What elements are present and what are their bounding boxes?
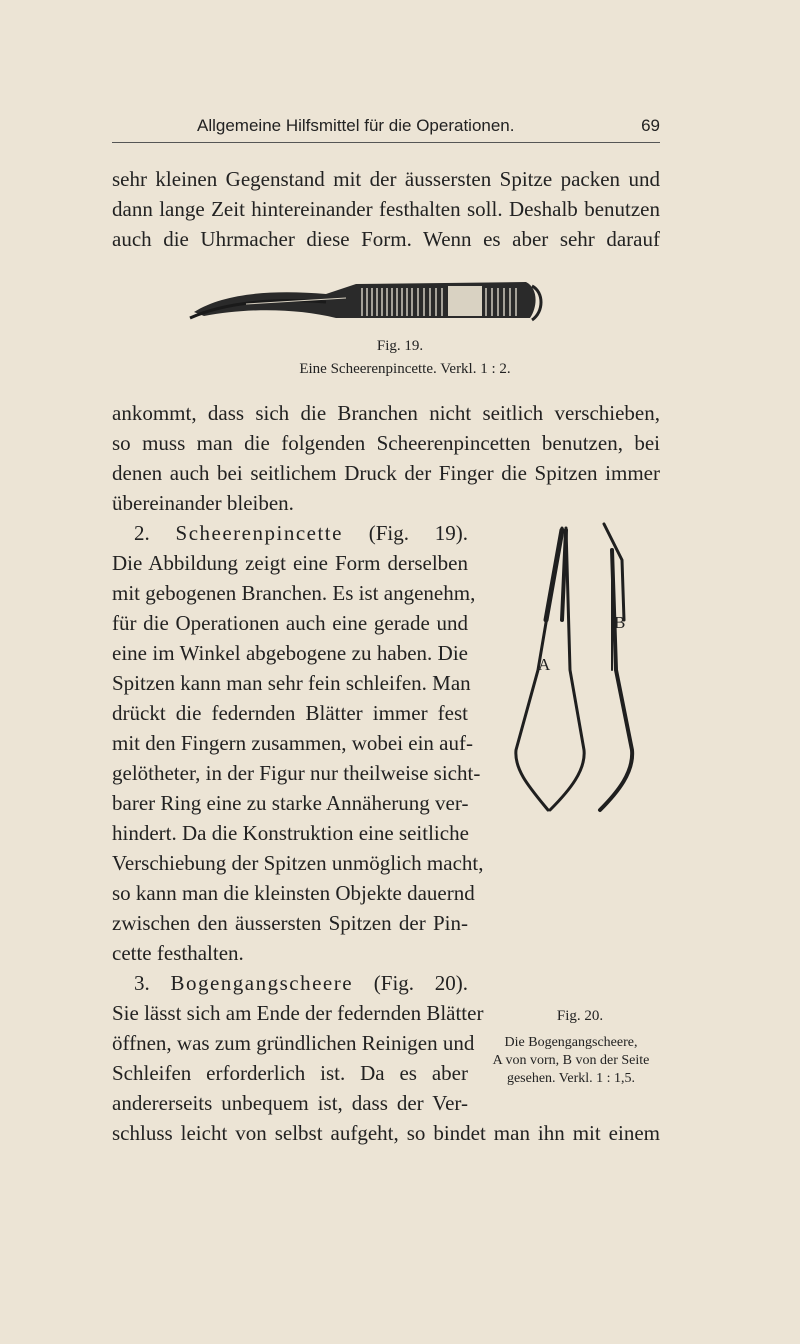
fig19-caption: Eine Scheerenpincette. Verkl. 1 : 2. — [299, 361, 511, 377]
text-line: barer Ring eine zu starke Annäherung ver- — [112, 791, 469, 815]
text-line: öffnen, was zum gründlichen Reinigen und — [112, 1031, 475, 1055]
fig20-caption-line: Die Bogengangscheere, — [504, 1035, 638, 1050]
text-line: auch die Uhrmacher diese Form. Wenn es aber sehr darauf — [112, 227, 660, 251]
text-line: andererseits unbequem ist, dass der Ver- — [112, 1091, 468, 1115]
fig20-label-a: A — [538, 655, 551, 674]
text-line: hindert. Da die Konstruktion eine seitliche — [112, 821, 469, 845]
text-line: schluss leicht von selbst aufgeht, so bindet man ihn mit einem — [112, 1121, 660, 1145]
fig20-caption-line: gesehen. Verkl. 1 : 1,5. — [506, 1071, 636, 1086]
text-line: Die Abbildung zeigt eine Form derselben — [112, 551, 468, 575]
text-line: mit den Fingern zusammen, wobei ein auf- — [112, 731, 473, 755]
section3-number: 3. — [134, 971, 150, 995]
header-rule — [112, 142, 660, 143]
running-header-title: Allgemeine Hilfsmittel für die Operationen. — [197, 116, 515, 135]
page-number: 69 — [641, 116, 660, 135]
section2-heading: Scheerenpincette — [175, 521, 343, 545]
fig20-label-b: B — [614, 613, 626, 632]
section3-ref: (Fig. 20). — [373, 971, 469, 995]
text-line: Sie lässt sich am Ende der federnden Blätter — [112, 1001, 484, 1025]
running-header — [112, 114, 660, 144]
section2-number: 2. — [134, 521, 150, 545]
fig19-scheerenpincette-illustration — [186, 268, 546, 332]
text-line: so muss man die folgenden Scheerenpincetten benutzen, bei — [112, 431, 660, 455]
text-line: Verschiebung der Spitzen unmöglich macht, — [112, 851, 484, 875]
text-line: übereinander bleiben. — [112, 491, 294, 515]
section3-heading-line — [134, 968, 468, 998]
text-line: cette festhalten. — [112, 941, 244, 965]
text-line: so kann man die kleinsten Objekte dauernd — [112, 881, 475, 905]
text-line: denen auch bei seitlichem Druck der Finger die Spitzen immer — [112, 461, 660, 485]
fig19-label: Fig. 19. — [376, 338, 424, 354]
fig20-bogengangscheere-illustration — [500, 520, 660, 820]
text-line: Schleifen erforderlich ist. Da es aber — [112, 1061, 468, 1085]
section2-ref: (Fig. 19). — [368, 521, 469, 545]
text-line: eine im Winkel abgebogene zu haben. Die — [112, 641, 468, 665]
text-line: ankommt, dass sich die Branchen nicht seitlich verschieben, — [112, 401, 660, 425]
text-line: drückt die federnden Blätter immer fest — [112, 701, 468, 725]
fig20-caption-line: A von vorn, B von der Seite — [492, 1053, 650, 1068]
text-line: dann lange Zeit hintereinander festhalten soll. Deshalb benutzen — [112, 197, 660, 221]
text-line: mit gebogenen Branchen. Es ist angenehm, — [112, 581, 476, 605]
text-line: für die Operationen auch eine gerade und — [112, 611, 468, 635]
text-line: zwischen den äussersten Spitzen der Pin- — [112, 911, 468, 935]
section2-heading-line — [134, 518, 468, 548]
fig20-label: Fig. 20. — [556, 1008, 604, 1024]
text-line: sehr kleinen Gegenstand mit der äussersten Spitze packen und — [112, 167, 660, 191]
text-line: gelötheter, in der Figur nur theilweise sicht- — [112, 761, 481, 785]
text-line: Spitzen kann man sehr fein schleifen. Man — [112, 671, 471, 695]
section3-heading: Bogengangscheere — [170, 971, 354, 995]
